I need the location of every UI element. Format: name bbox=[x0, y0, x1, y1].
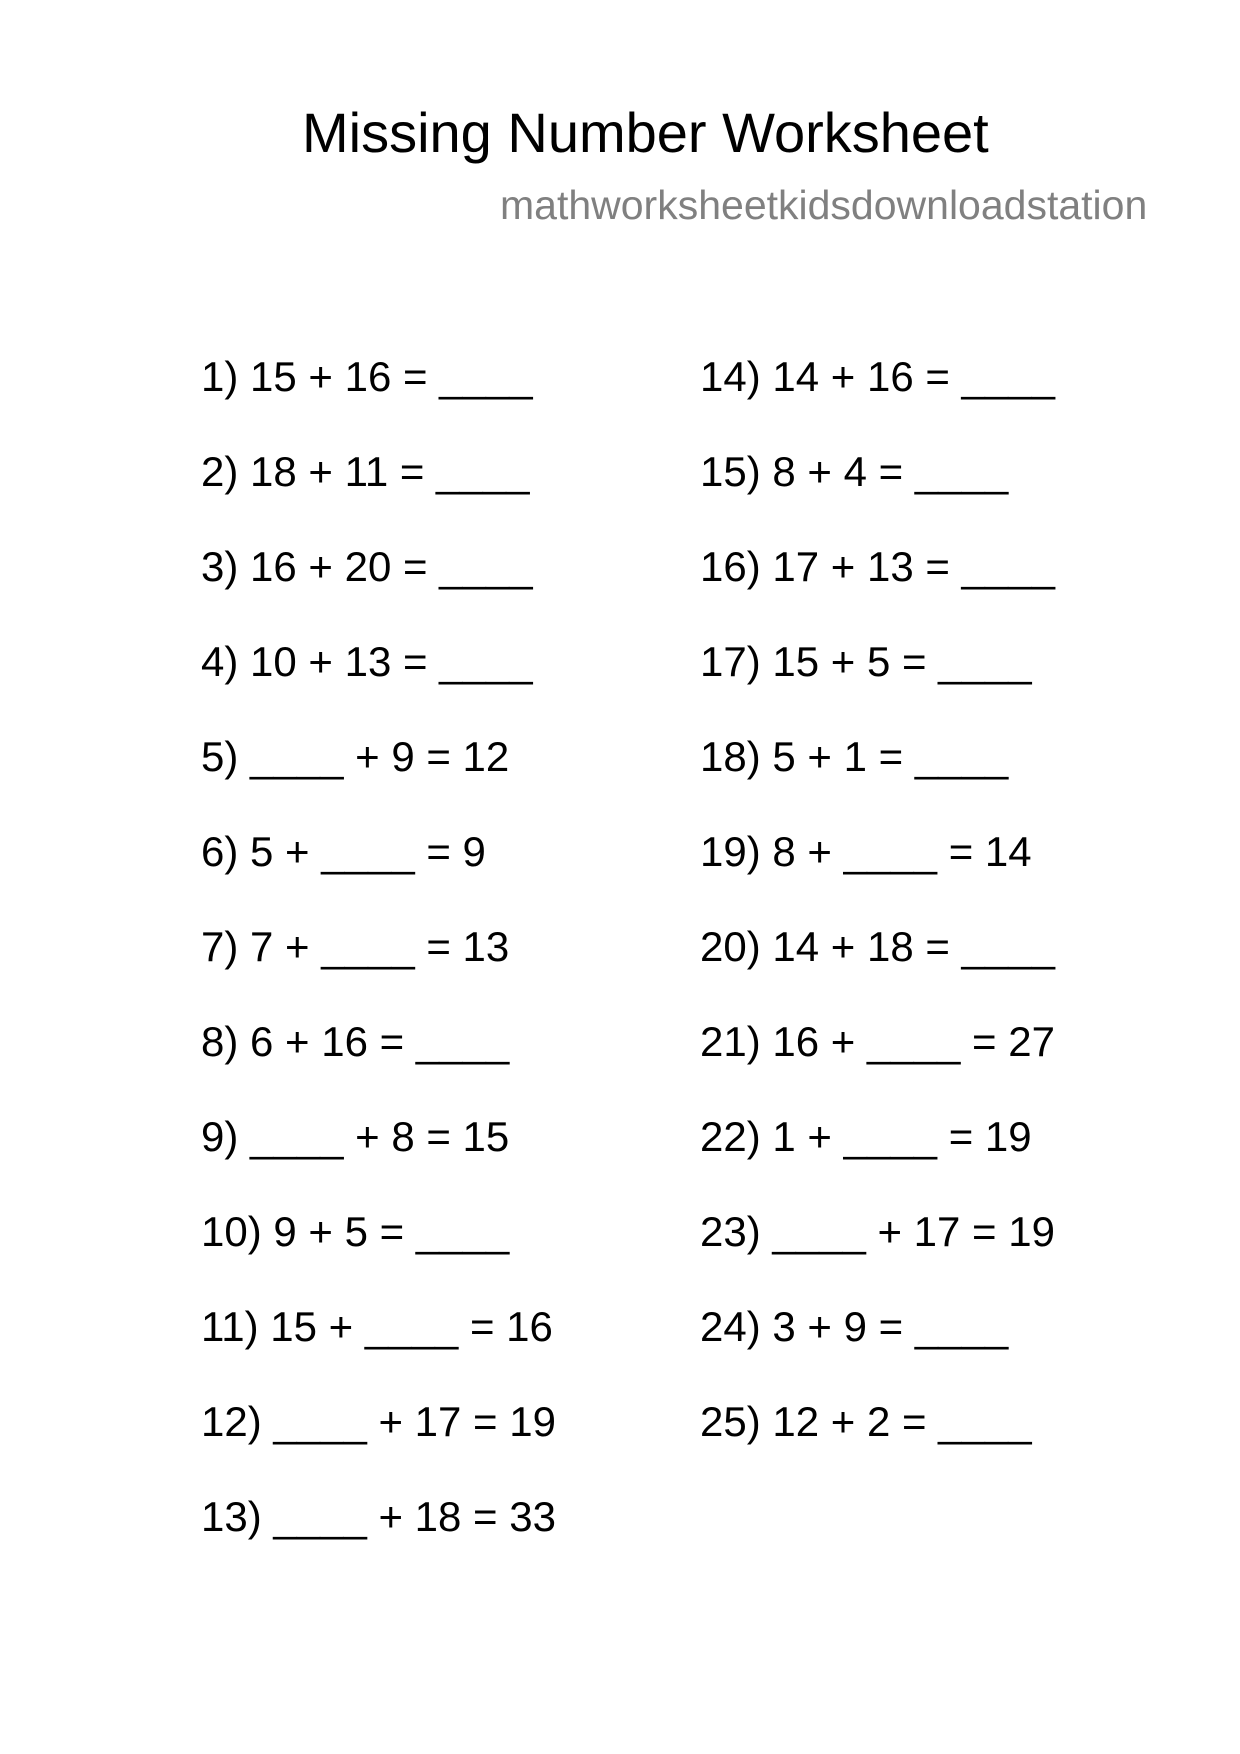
problem-item: 25) 12 + 2 = ____ bbox=[700, 1398, 1032, 1445]
problem-item: 1) 15 + 16 = ____ bbox=[201, 353, 533, 400]
problem-item: 3) 16 + 20 = ____ bbox=[201, 543, 533, 590]
problem-item: 21) 16 + ____ = 27 bbox=[700, 1018, 1055, 1065]
problem-item: 12) ____ + 17 = 19 bbox=[201, 1398, 556, 1445]
problem-item: 22) 1 + ____ = 19 bbox=[700, 1113, 1032, 1160]
problem-item: 24) 3 + 9 = ____ bbox=[700, 1303, 1009, 1350]
problems-left-column bbox=[201, 352, 556, 1587]
problem-item: 6) 5 + ____ = 9 bbox=[201, 828, 486, 875]
problem-item: 18) 5 + 1 = ____ bbox=[700, 733, 1009, 780]
problem-item: 7) 7 + ____ = 13 bbox=[201, 923, 510, 970]
worksheet-source: mathworksheetkidsdownloadstation bbox=[500, 182, 1148, 228]
problem-item: 8) 6 + 16 = ____ bbox=[201, 1018, 510, 1065]
problem-item: 13) ____ + 18 = 33 bbox=[201, 1493, 556, 1540]
problem-item: 10) 9 + 5 = ____ bbox=[201, 1208, 510, 1255]
problem-item: 20) 14 + 18 = ____ bbox=[700, 923, 1055, 970]
problem-item: 2) 18 + 11 = ____ bbox=[201, 448, 530, 495]
problems-right-column bbox=[700, 352, 1055, 1492]
problem-item: 14) 14 + 16 = ____ bbox=[700, 353, 1055, 400]
problem-item: 19) 8 + ____ = 14 bbox=[700, 828, 1032, 875]
problem-item: 16) 17 + 13 = ____ bbox=[700, 543, 1055, 590]
problem-item: 4) 10 + 13 = ____ bbox=[201, 638, 533, 685]
problem-item: 17) 15 + 5 = ____ bbox=[700, 638, 1032, 685]
problem-item: 5) ____ + 9 = 12 bbox=[201, 733, 510, 780]
problem-item: 11) 15 + ____ = 16 bbox=[201, 1303, 553, 1350]
worksheet-title: Missing Number Worksheet bbox=[302, 101, 989, 164]
problem-item: 15) 8 + 4 = ____ bbox=[700, 448, 1009, 495]
problem-item: 9) ____ + 8 = 15 bbox=[201, 1113, 510, 1160]
problem-item: 23) ____ + 17 = 19 bbox=[700, 1208, 1055, 1255]
